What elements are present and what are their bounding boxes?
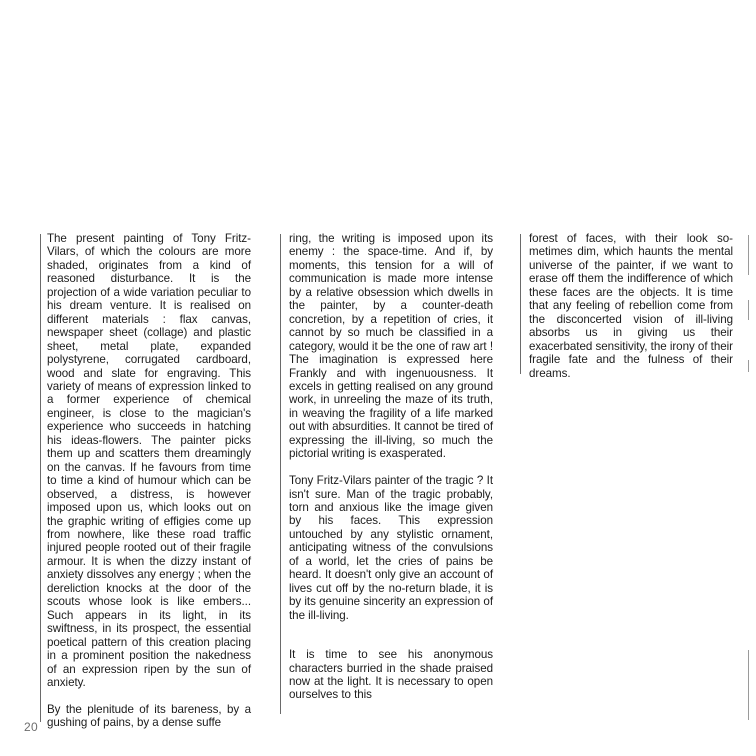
paragraph: ring, the writing is imposed upon its enemy : the space-time. And if, by moments, this tension for a will of communication is made more intense by a relative obsession which dwells in the painter, by a counter-death concretion, by a repetition of cries, it cannot by so much be classified in a category, would it be the one of raw art ! The imagination is expressed here Frankly and with ingenuousness. It excels in getting realised on any ground work, in unreeling the maze of its truth, in weaving the fragility of a life marked out with absurdities. It cannot be tired of expressing the ill-living, so much the pictorial writing is exasperated. <box>289 232 493 461</box>
text-column-1 <box>47 232 251 743</box>
column-rule-right <box>520 234 521 374</box>
paragraph: The present painting of Tony Fritz-Vilars, of which the colours are more shaded, originates from a kind of reasoned disturbance. It is the projection of a wide variation peculiar to his dream venture. It is realised on different materials : flax canvas, newspaper sheet (collage) and plastic sheet, metal plate, expanded polystyrene, corrugated cardboard, wood and slate for engraving. This variety of means of expression linked to a former experience of chemical engineer, is close to the magician's experience who succeeds in hatching his ideas-flowers. The painter picks them up and scatters them dreamingly on the canvas. If he favours from time to time a kind of humour which can be observed, a distress, is however imposed upon us, which looks out on the graphic writing of effigies come up from nowhere, like these road traffic injured people rooted out of their fragile armour. It is when the dizzy instant of anxiety dissolves any energy ; when the dereliction knocks at the door of the scouts whose look is like embers... Such appears in its light, in its swiftness, in its prospect, the essential poetical pattern of this creation placing in a prominent position the nakedness of an expression ripen by the sun of anxiety. <box>47 232 251 689</box>
column-rule-middle <box>280 234 281 714</box>
page-number: 20 <box>24 720 38 734</box>
text-column-2 <box>289 232 493 715</box>
edge-mark <box>748 650 749 720</box>
paragraph: Tony Fritz-Vilars painter of the tragic ? It isn't sure. Man of the tragic probably, torn and anxious like the image given by his faces. This expression untouched by any stylistic ornament, anticipating witness of the convulsions of a world, let the cries of pains be heard. It doesn't only give an account of lives cut off by the no-return blade, it is by its genuine sincerity an expression of the ill-living. <box>289 474 493 622</box>
text-column-3 <box>529 232 733 393</box>
column-rule-left <box>40 234 41 722</box>
edge-mark <box>748 360 749 372</box>
paragraph: forest of faces, with their look sometimes dim, which haunts the mental universe of the painter, if we want to erase off them the indifference of which these faces are the objects. It is time that any feeling of rebellion come from the disconcerted vision of ill-living absorbs us in giving us their exacerbated sensitivity, the irony of their fragile fate and the fulness of their dreams. <box>529 232 733 380</box>
edge-mark <box>748 300 749 320</box>
paragraph: It is time to see his anonymous characters burried in the shade praised now at the light. It is necessary to open ourselves to this <box>289 648 493 702</box>
edge-mark <box>748 235 749 275</box>
paragraph: By the plenitude of its bareness, by a gushing of pains, by a dense suffe <box>47 702 251 730</box>
